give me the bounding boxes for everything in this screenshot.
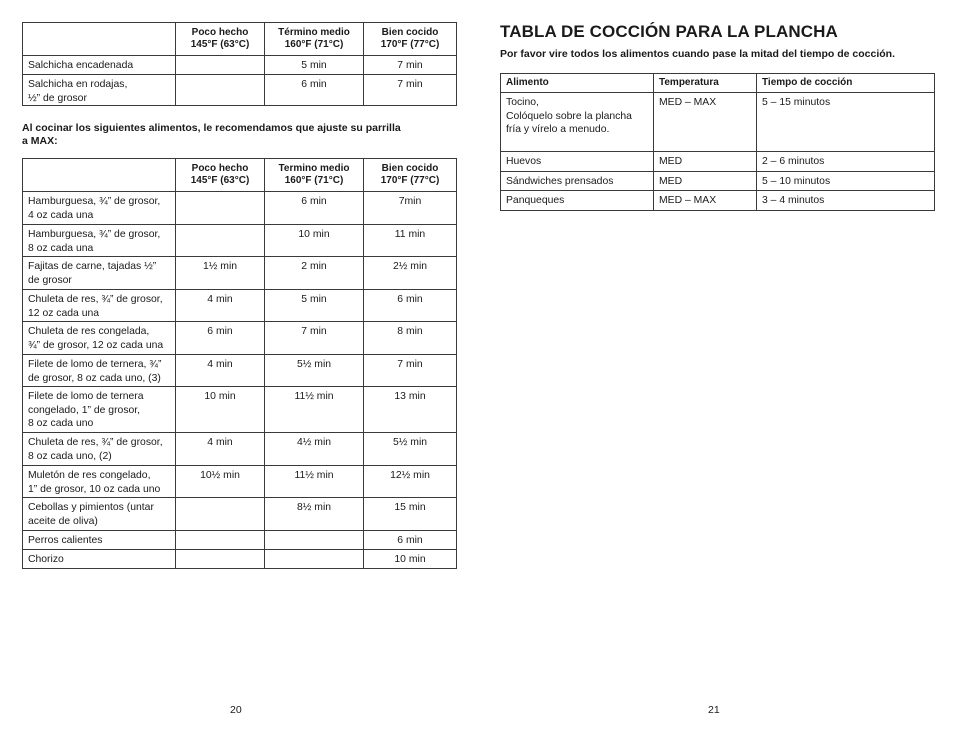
table-row	[23, 322, 457, 355]
value-cell: 4 min	[176, 290, 265, 322]
value-cell: 6 min	[364, 290, 457, 322]
value-cell: 7 min	[265, 322, 364, 355]
table-row	[23, 531, 457, 550]
column-header: Poco hecho 145°F (63°C)	[176, 159, 265, 192]
food-cell: Chuleta de res congelada, ¾” de grosor, 12 oz cada una	[23, 322, 176, 355]
value-cell: 13 min	[364, 387, 457, 433]
value-cell: 7min	[364, 192, 457, 225]
value-cell: 3 – 4 minutos	[757, 191, 935, 211]
value-cell: 10 min	[364, 550, 457, 569]
value-cell: 8 min	[364, 322, 457, 355]
value-cell: 12½ min	[364, 466, 457, 498]
value-cell: 5½ min	[265, 355, 364, 387]
value-cell: 11½ min	[265, 387, 364, 433]
value-cell: 5½ min	[364, 433, 457, 466]
value-cell: 10½ min	[176, 466, 265, 498]
value-cell: 5 min	[265, 290, 364, 322]
column-header	[23, 23, 176, 56]
food-cell: Filete de lomo de ternera, ¾” de grosor, 8 oz cada uno, (3)	[23, 355, 176, 387]
value-cell: MED – MAX	[654, 191, 757, 211]
value-cell: 4½ min	[265, 433, 364, 466]
value-cell: 10 min	[176, 387, 265, 433]
food-cell: Muletón de res congelado, 1” de grosor, 10 oz cada uno	[23, 466, 176, 498]
value-cell: 10 min	[265, 225, 364, 257]
value-cell: 2 min	[265, 257, 364, 290]
table-row	[23, 192, 457, 225]
value-cell: 6 min	[364, 531, 457, 550]
value-cell: 5 – 15 minutos	[757, 93, 935, 152]
food-cell: Huevos	[501, 152, 654, 172]
max-setting-note: Al cocinar los siguientes alimentos, le recomendamos que ajuste su parrilla a MAX:	[22, 122, 401, 147]
value-cell: 1½ min	[176, 257, 265, 290]
table-row	[501, 172, 935, 191]
column-header: Término medio 160°F (71°C)	[265, 23, 364, 56]
table-row	[23, 498, 457, 531]
column-header: Bien cocido 170°F (77°C)	[364, 23, 457, 56]
page-number-right: 21	[708, 704, 720, 716]
value-cell: 2½ min	[364, 257, 457, 290]
cooking-table-max	[22, 158, 457, 569]
table-row	[501, 191, 935, 211]
value-cell: 11 min	[364, 225, 457, 257]
table-row	[23, 75, 457, 106]
value-cell: 5 – 10 minutos	[757, 172, 935, 191]
food-cell: Perros calientes	[23, 531, 176, 550]
column-header: Tiempo de cocción	[757, 74, 935, 93]
column-header: Alimento	[501, 74, 654, 93]
table-row	[23, 387, 457, 433]
food-cell: Hamburguesa, ¾” de grosor, 4 oz cada una	[23, 192, 176, 225]
page-subtitle: Por favor vire todos los alimentos cuando pase la mitad del tiempo de cocción.	[500, 48, 896, 60]
table-row	[23, 225, 457, 257]
value-cell: 4 min	[176, 355, 265, 387]
column-header: Bien cocido 170°F (77°C)	[364, 159, 457, 192]
page-number-left: 20	[230, 704, 242, 716]
table-row	[23, 355, 457, 387]
value-cell: MED	[654, 152, 757, 172]
food-cell: Chorizo	[23, 550, 176, 569]
value-cell: 6 min	[176, 322, 265, 355]
value-cell: MED	[654, 172, 757, 191]
food-cell: Filete de lomo de ternera congelado, 1” de grosor, 8 oz cada uno	[23, 387, 176, 433]
value-cell	[265, 550, 364, 569]
food-cell: Fajitas de carne, tajadas ½” de grosor	[23, 257, 176, 290]
table-row	[23, 466, 457, 498]
value-cell: 7 min	[364, 56, 457, 75]
value-cell: 15 min	[364, 498, 457, 531]
table-row	[23, 550, 457, 569]
value-cell: 8½ min	[265, 498, 364, 531]
column-header: Poco hecho 145°F (63°C)	[176, 23, 265, 56]
table-row	[23, 290, 457, 322]
value-cell	[176, 531, 265, 550]
value-cell: 6 min	[265, 75, 364, 106]
food-cell: Salchicha en rodajas, ½” de grosor	[23, 75, 176, 106]
food-cell: Chuleta de res, ¾” de grosor, 8 oz cada uno, (2)	[23, 433, 176, 466]
griddle-cooking-table	[500, 73, 935, 211]
table-row	[501, 93, 935, 152]
value-cell	[176, 498, 265, 531]
value-cell: 4 min	[176, 433, 265, 466]
value-cell: 5 min	[265, 56, 364, 75]
column-header: Termino medio 160°F (71°C)	[265, 159, 364, 192]
value-cell: 11½ min	[265, 466, 364, 498]
table-row	[23, 257, 457, 290]
food-cell: Hamburguesa, ¾” de grosor, 8 oz cada una	[23, 225, 176, 257]
value-cell	[176, 192, 265, 225]
table-row	[23, 56, 457, 75]
value-cell: 6 min	[265, 192, 364, 225]
value-cell	[176, 75, 265, 106]
value-cell: 7 min	[364, 355, 457, 387]
food-cell: Salchicha encadenada	[23, 56, 176, 75]
food-cell: Cebollas y pimientos (untar aceite de oliva)	[23, 498, 176, 531]
value-cell: MED – MAX	[654, 93, 757, 152]
column-header: Temperatura	[654, 74, 757, 93]
value-cell: 7 min	[364, 75, 457, 106]
value-cell	[176, 56, 265, 75]
value-cell	[176, 550, 265, 569]
food-cell: Panqueques	[501, 191, 654, 211]
food-cell: Chuleta de res, ¾” de grosor, 12 oz cada una	[23, 290, 176, 322]
food-cell: Sándwiches prensados	[501, 172, 654, 191]
column-header	[23, 159, 176, 192]
value-cell	[265, 531, 364, 550]
cooking-table-sausage	[22, 22, 457, 106]
table-row	[23, 433, 457, 466]
page-title: TABLA DE COCCIÓN PARA LA PLANCHA	[500, 22, 838, 41]
table-row	[501, 152, 935, 172]
value-cell	[176, 225, 265, 257]
food-cell: Tocino, Colóquelo sobre la plancha fría y vírelo a menudo.	[501, 93, 654, 152]
value-cell: 2 – 6 minutos	[757, 152, 935, 172]
